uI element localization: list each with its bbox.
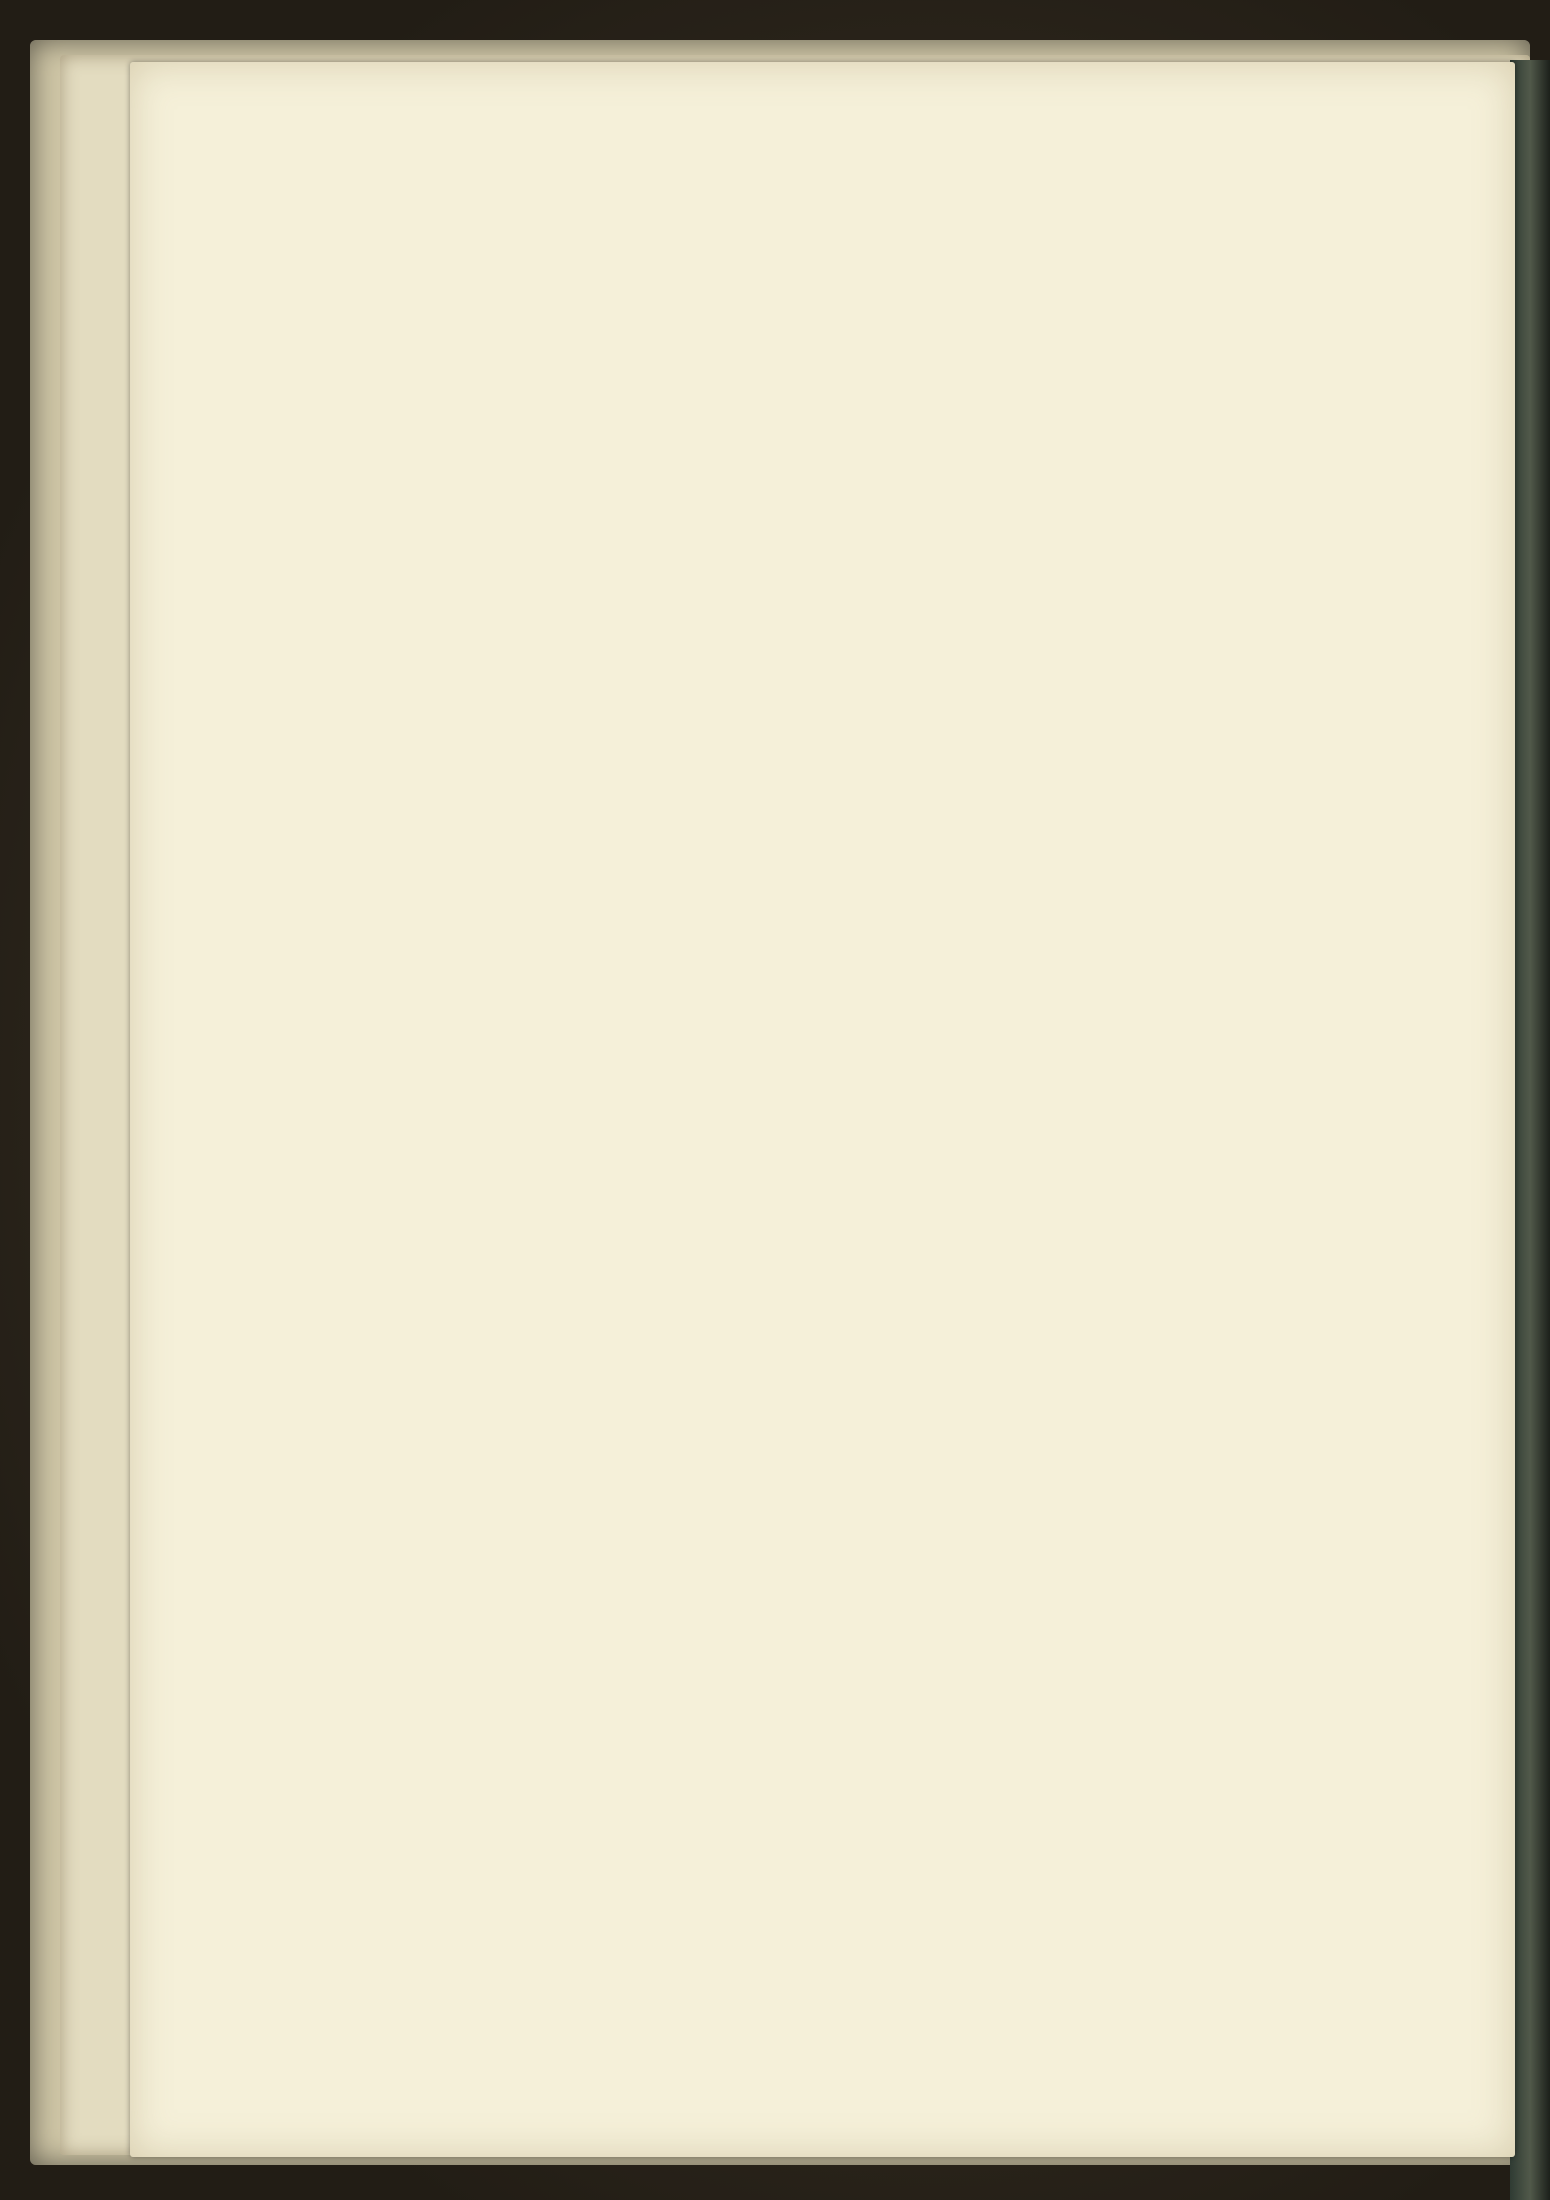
book-cover-edge: [1510, 60, 1550, 2200]
book-page: [130, 62, 1515, 2157]
